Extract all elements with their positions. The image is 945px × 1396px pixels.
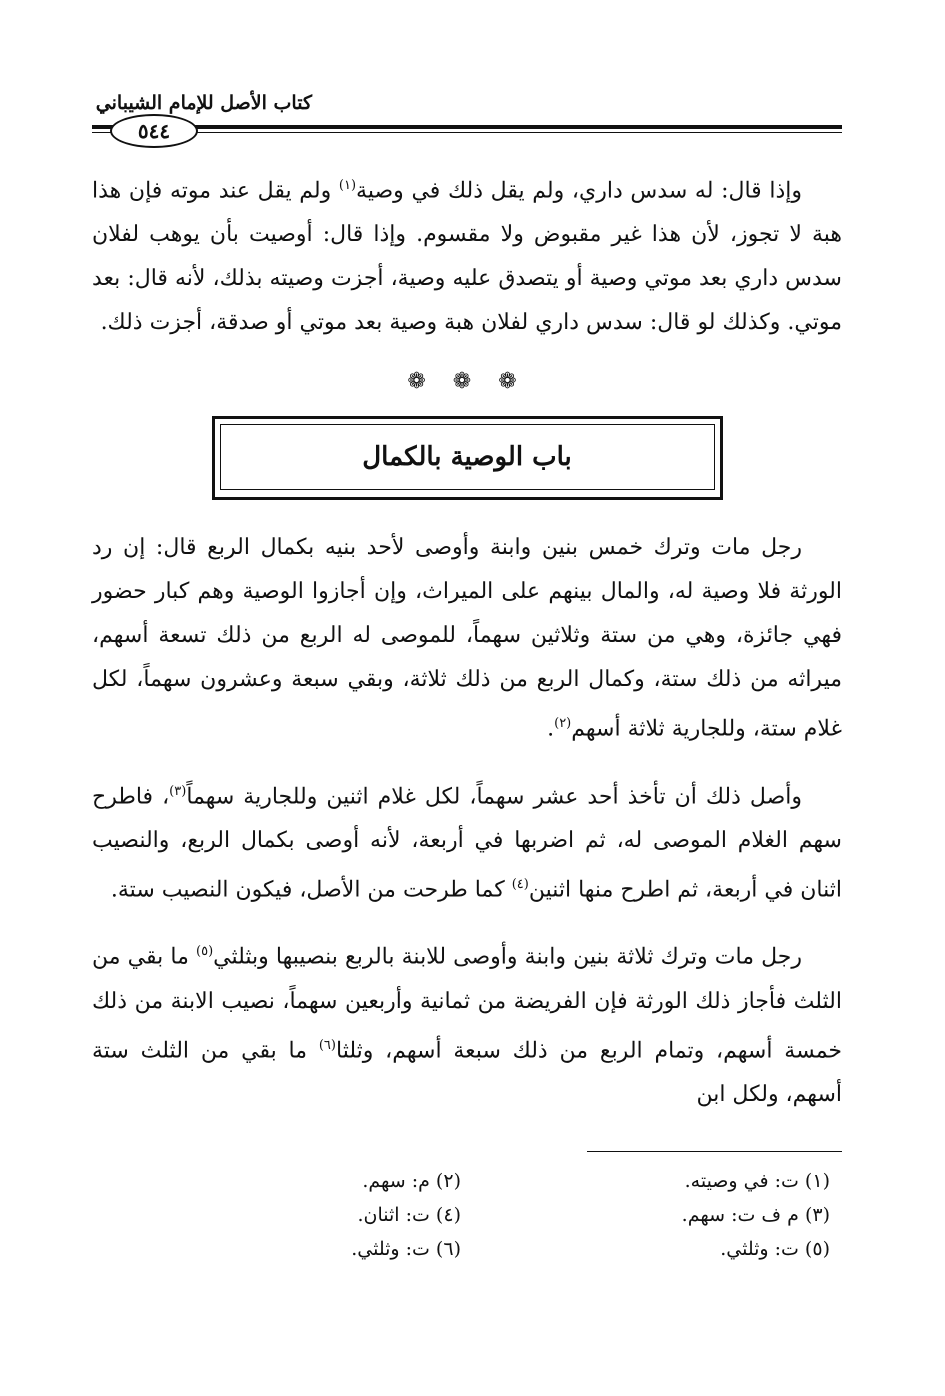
paragraph-3 [92,770,842,913]
footnote-3: (٣) م ف ت: سهم. [681,1203,830,1226]
paragraph-1-text: وإذا قال: له سدس داري، ولم يقل ذلك في وصية [356,178,803,204]
paragraph-3-text-b: ، فاطرح سهم الغلام الموصى له، ثم اضربها في أربعة، لأنه أوصى بكمال الربع، والنصيب اثنان في أربعة، ثم اطرح منها اثنين [92,783,842,903]
footnote-rule [587,1151,842,1152]
footnote-ref-4: (٤) [511,876,529,892]
footnote-6: (٦) ت: وثلثي. [351,1237,461,1260]
paragraph-2-end: . [547,716,555,742]
footnote-ref-2: (٢) [554,716,572,732]
header-rule [92,125,842,129]
paragraph-4 [92,930,842,1117]
chapter-title: باب الوصية بالكمال [220,424,715,490]
paragraph-3-text-a: وأصل ذلك أن تأخذ أحد عشر سهماً، لكل غلام اثنين وللجارية سهماً [186,783,802,809]
chapter-title-frame [212,416,723,500]
paragraph-4-text-c: ما بقي من الثلث ستة أسهم، ولكل ابن [92,1037,842,1107]
paragraph-1 [92,164,842,345]
paragraph-4-text-a: رجل مات وترك ثلاثة بنين وابنة وأوصى للابنة بالربع بنصيبها وبثلثي [213,944,802,970]
footnote-5: (٥) ت: وثلثي. [720,1237,830,1260]
ornament-divider: ❁ ❁ ❁ [407,369,527,395]
book-page [92,80,842,1380]
footnote-ref-5: (٥) [196,944,214,960]
paragraph-2-text: رجل مات وترك خمس بنين وابنة وأوصى لأحد بنيه بكمال الربع قال: إن رد الورثة فلا وصية له، والمال بينهم على الميراث، وإن أجازوا الوصية وهم كبار حضور فهي جائزة، وهي من ستة وثلاثين سهماً، للموصى له الربع من ذلك تسعة أسهم، ميراثه من ذلك ستة، وكمال الربع من ذلك ثلاثة، وبقي سبعة وعشرون سهماً، لكل غلام ستة، وللجارية ثلاثة أسهم [92,535,842,742]
footnote-ref-1: (١) [338,178,357,193]
paragraph-1-rest: ولم يقل عند موته فإن هذا هبة لا تجوز، لأن هذا غير مقبوض ولا مقسوم. وإذا قال: أوصيت بأن يوهب لفلان سدس داري بعد موتي وصية أو يتصدق عليه وصية، أجزت وصيته بذلك، لأنه قال: بعد موتي. وكذلك لو قال: سدس داري لفلان هبة وصية بعد موتي أو صدقة، أجزت ذلك. [92,178,842,336]
paragraph-3-text-c: كما طرحت من الأصل، فيكون النصيب ستة. [110,877,512,903]
paragraph-2 [92,526,842,751]
footnote-ref-3: (٣) [169,783,187,799]
page-header [92,80,842,143]
footnotes [92,1164,842,1266]
footnote-1: (١) ت: في وصيته. [684,1169,830,1192]
footnote-2: (٢) م: سهم. [362,1169,461,1192]
footnote-4: (٤) ت: اثنان. [357,1203,461,1226]
running-title: كتاب الأصل للإمام الشيباني [95,92,312,114]
paragraph-4-text-b: ما بقي من الثلث فأجاز ذلك الورثة فإن الفريضة من ثمانية وأربعين سهماً، نصيب الابنة من ذلك خمسة أسهم، وتمام الربع من ذلك سبعة أسهم، وثلثا [92,944,843,1063]
page-number: ٥٤٤ [110,114,198,148]
header-rule-thin [92,132,842,133]
footnote-ref-6: (٦) [318,1037,336,1053]
